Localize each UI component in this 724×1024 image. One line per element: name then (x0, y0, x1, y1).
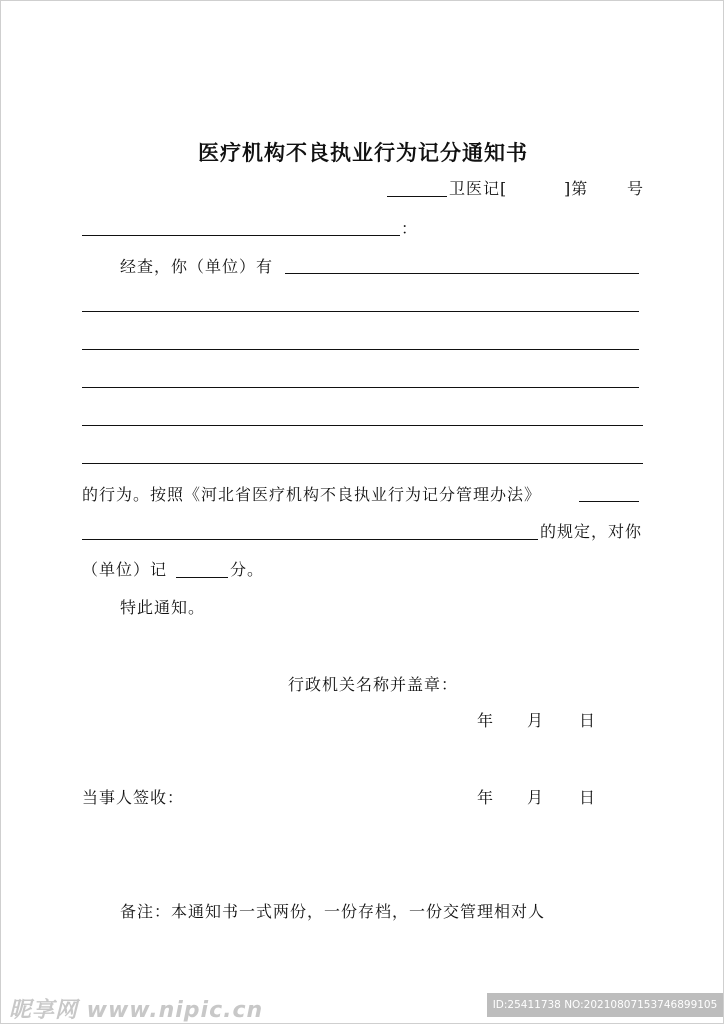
ref-hao: 号 (627, 179, 645, 198)
agency-date-year: 年 (477, 711, 495, 730)
document-title: 医疗机构不良执业行为记分通知书 (198, 140, 528, 165)
id-watermark: ID:25411738 NO:20210807153746899105 (487, 993, 723, 1017)
fen-text: 分。 (230, 560, 265, 579)
party-date-year: 年 (477, 788, 495, 807)
agency-date-month: 月 (527, 711, 545, 730)
violation-blank-5 (82, 425, 643, 426)
addressee-colon: ： (401, 219, 419, 238)
unit-text: （单位）记 (82, 560, 168, 579)
basis-blank (579, 501, 639, 502)
party-label: 当事人签收： (82, 788, 185, 807)
basis-text: 的行为。按照《河北省医疗机构不良执业行为记分管理办法》 (82, 485, 542, 504)
violation-blank-2 (82, 311, 639, 312)
notice-text: 特此通知。 (120, 598, 206, 617)
party-date-month: 月 (527, 788, 545, 807)
note-text: 备注：本通知书一式两份，一份存档，一份交管理相对人 (120, 902, 546, 921)
agency-label: 行政机关名称并盖章： (288, 675, 459, 694)
violation-blank-3 (82, 349, 639, 350)
party-date-day: 日 (579, 788, 597, 807)
ref-number-blank (387, 196, 447, 197)
rule-blank (82, 539, 538, 540)
score-blank (176, 577, 228, 578)
ref-prefix: 卫医记[ (449, 179, 508, 198)
violation-blank-4 (82, 387, 639, 388)
addressee-blank (82, 235, 400, 236)
ref-suffix: ]第 (564, 179, 589, 198)
site-watermark: 昵享网 www.nipic.cn (9, 998, 264, 1023)
rule-text: 的规定，对你 (540, 522, 643, 541)
agency-date-day: 日 (579, 711, 597, 730)
check-text: 经查，你（单位）有 (120, 257, 274, 276)
violation-blank-1 (285, 273, 639, 274)
violation-blank-6 (82, 463, 643, 464)
